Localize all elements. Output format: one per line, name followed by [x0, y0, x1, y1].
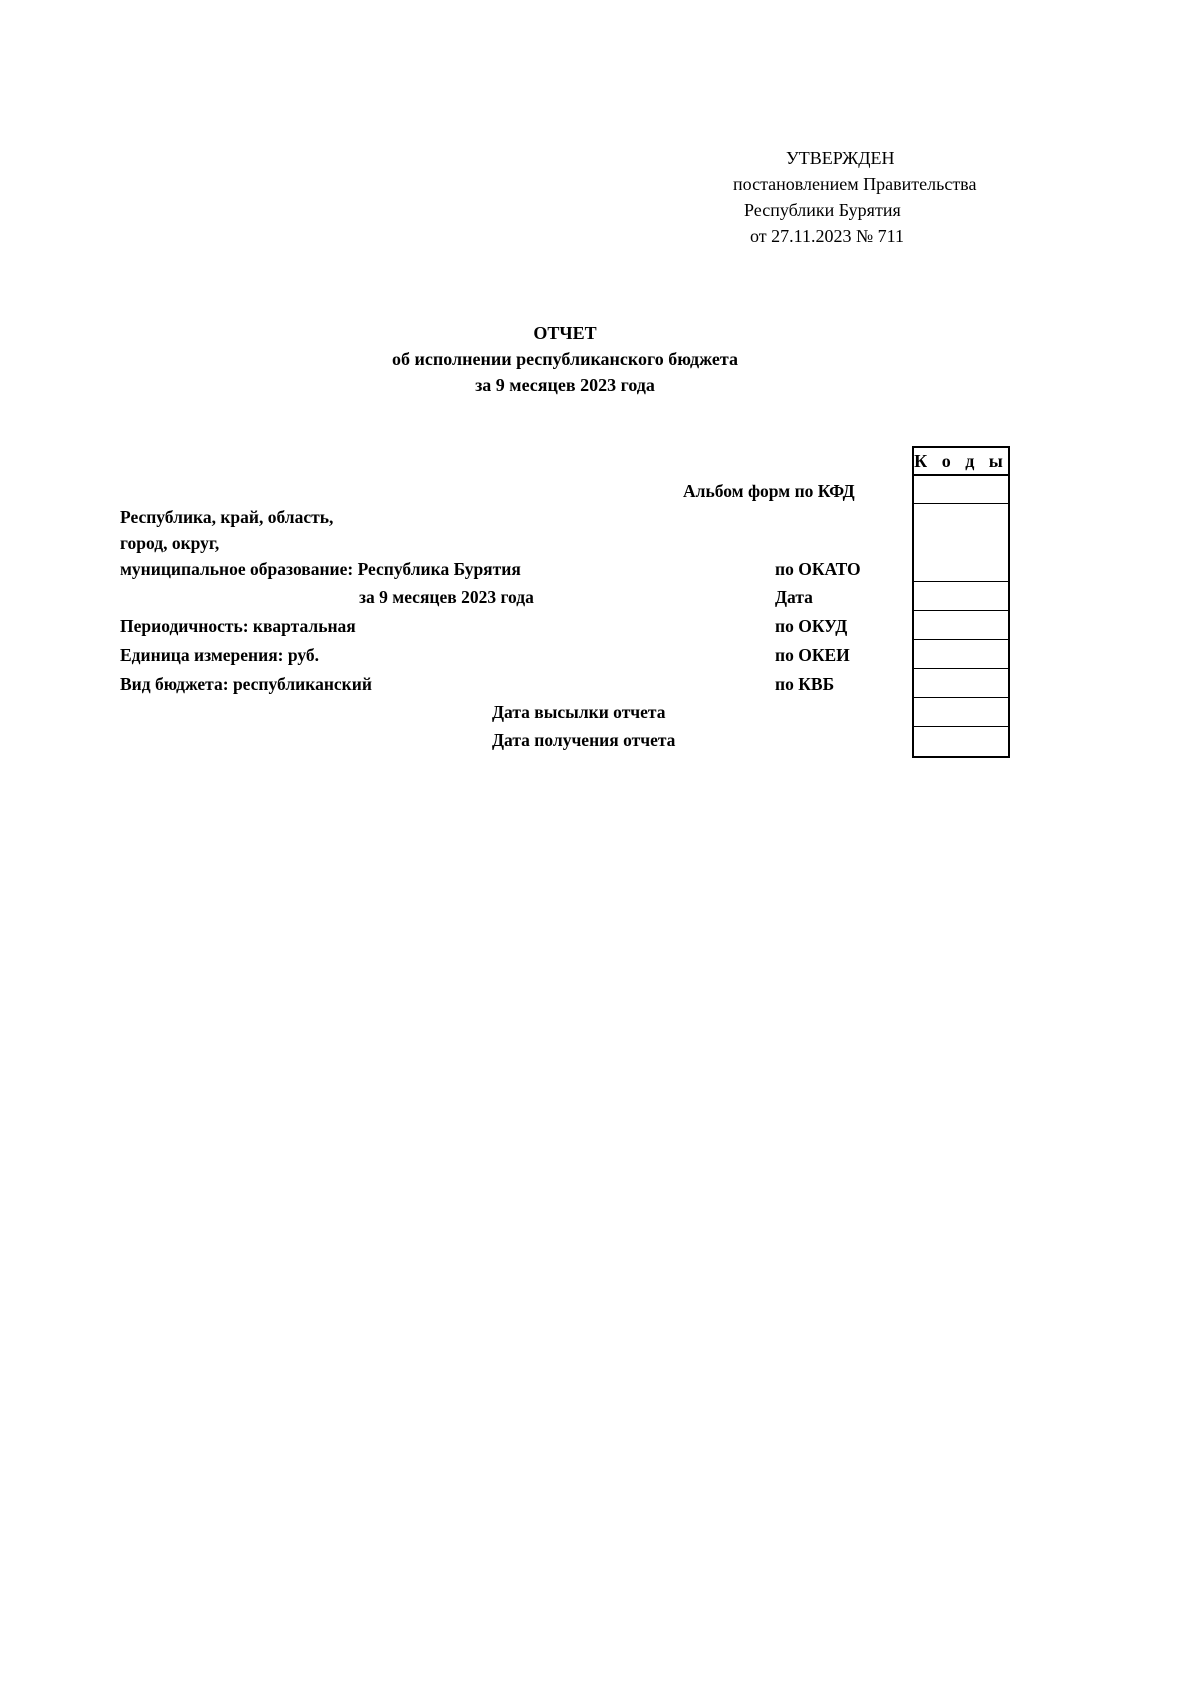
code-cell-send-date [914, 698, 1008, 727]
code-cell-okei [914, 640, 1008, 669]
budget-type-label: Вид бюджета: республиканский [120, 674, 372, 694]
codes-table [912, 446, 1010, 758]
report-period: за 9 месяцев 2023 года [475, 375, 655, 395]
code-cell-date [914, 582, 1008, 611]
region-label-line1: Республика, край, область, [120, 507, 334, 527]
code-cell-okud [914, 611, 1008, 640]
report-title: ОТЧЕТ [533, 323, 597, 343]
region-label-line3: муниципальное образование: Республика Бурятия [120, 559, 521, 579]
kvb-label: по КВБ [775, 674, 835, 694]
period-text: за 9 месяцев 2023 года [359, 587, 534, 607]
unit-label: Единица измерения: руб. [120, 645, 320, 665]
periodicity-label: Периодичность: квартальная [120, 616, 356, 636]
okud-label: по ОКУД [775, 616, 848, 636]
approval-heading: УТВЕРЖДЕН [786, 148, 895, 168]
okei-label: по ОКЕИ [775, 645, 850, 665]
codes-header: К о д ы [914, 448, 1008, 476]
okato-label: по ОКАТО [775, 559, 861, 579]
region-label-line2: город, округ, [120, 533, 220, 553]
send-date-label: Дата высылки отчета [492, 702, 666, 722]
album-label: Альбом форм по КФД [683, 481, 855, 501]
approval-region: Республики Бурятия [744, 200, 901, 220]
code-cell-receive-date [914, 727, 1008, 756]
receive-date-label: Дата получения отчета [492, 730, 676, 750]
report-subtitle: об исполнении республиканского бюджета [392, 349, 738, 369]
approval-date: от 27.11.2023 № 711 [750, 226, 904, 246]
approval-authority: постановлением Правительства [733, 174, 977, 194]
code-cell-kvb [914, 669, 1008, 698]
code-cell-okato [914, 504, 1008, 582]
code-cell-kfd [914, 476, 1008, 504]
date-label: Дата [775, 587, 813, 607]
